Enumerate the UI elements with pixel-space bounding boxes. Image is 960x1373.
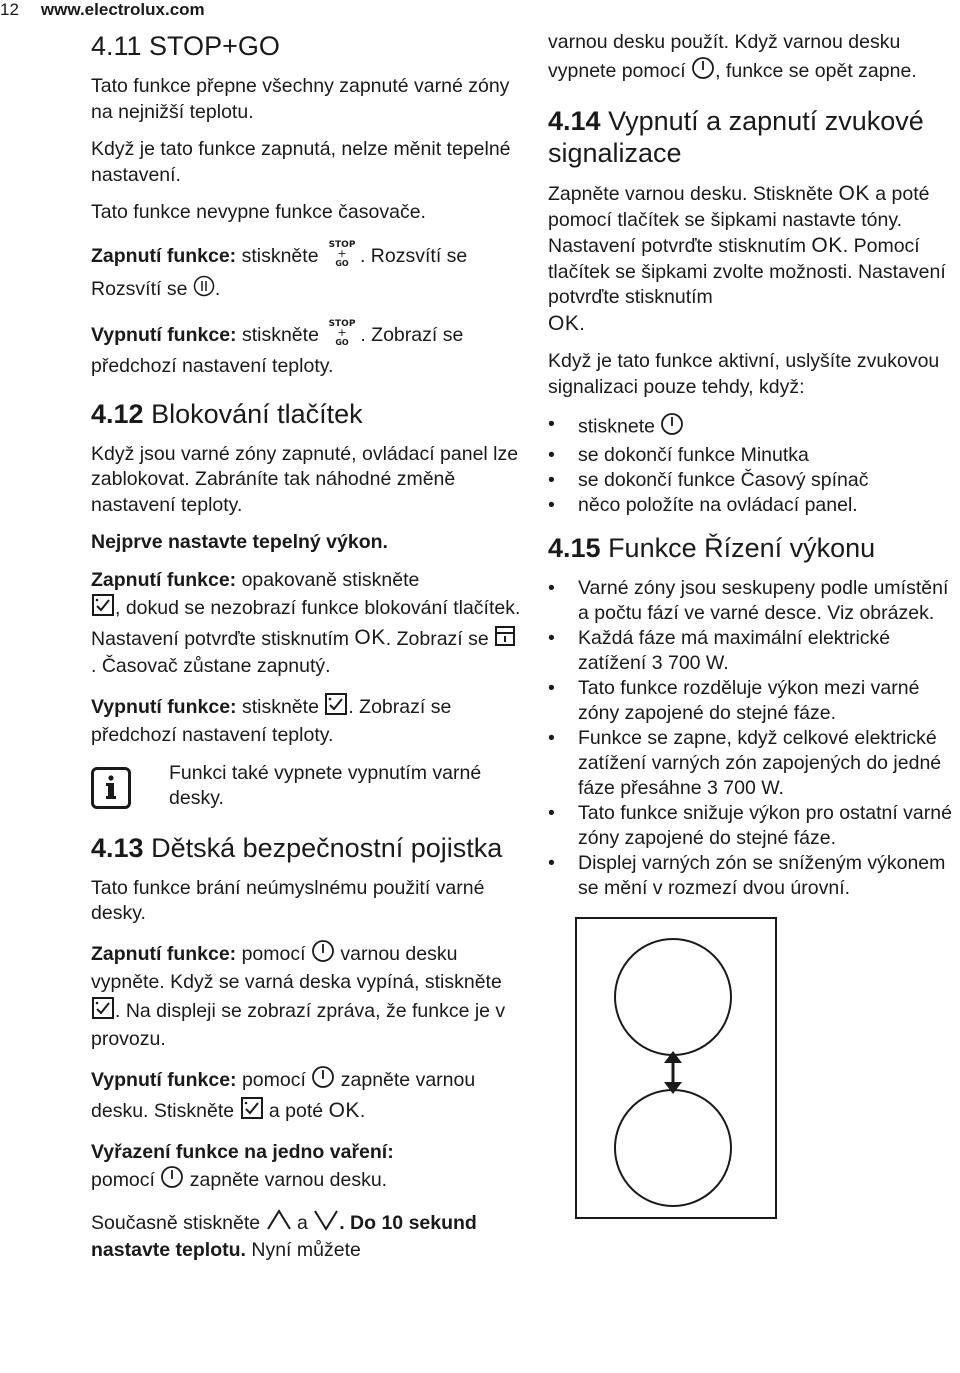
lock-display-icon (494, 625, 516, 655)
svg-text:GO: GO (335, 258, 349, 268)
list-item: • stisknete (548, 412, 960, 443)
lock-select-icon (91, 593, 115, 625)
cooking-zone-bottom (615, 1090, 731, 1206)
ok-icon: OK (548, 311, 580, 335)
s412-p2: Nejprve nastavte tepelný výkon. (91, 531, 388, 553)
svg-text:+: + (337, 325, 347, 339)
s413-off: Vypnutí funkce: pomocí zapněte varnou desku. Stiskněte a poté OK. (91, 1065, 521, 1128)
info-icon (91, 767, 131, 809)
stop-go-icon (324, 317, 360, 355)
s411-on: Zapnutí funkce: stiskněte STOP + GO . Rozsvítí se Rozsvítí se . (91, 238, 521, 305)
list-item: • Tato funkce snižuje výkon pro ostatní varné zóny zapojené do stejné fáze. (548, 801, 960, 851)
ok-icon: OK (328, 1098, 360, 1122)
stop-go-icon (324, 238, 360, 276)
s413-once: Vyřazení funkce na jedno vaření: pomocí zapněte varnou desku. (91, 1140, 521, 1197)
section-4-14-title: 4.14 Vypnutí a zapnutí zvukové signalizace (548, 106, 924, 168)
lock-select-icon (240, 1096, 264, 1128)
s413-once2: Současně stiskněte a . Do 10 sekund nastavte teplotu. Nyní můžete (91, 1209, 521, 1264)
list-item: • Funkce se zapne, když celkové elektrické zatížení varných zón zapojených do jedné fáze přesáhne 3 700 W. (548, 726, 960, 801)
power-icon (311, 1065, 335, 1097)
section-4-12-title: 4.12 Blokování tlačítek (91, 398, 363, 429)
list-item: • Každá fáze má maximální elektrické zatížení 3 700 W. (548, 626, 960, 676)
section-4-11-title: 4.11 STOP+GO (91, 31, 280, 61)
power-icon (160, 1165, 184, 1197)
svg-text:STOP: STOP (328, 239, 356, 250)
s411-off: Vypnutí funkce: stiskněte STOP + GO . Zobrazí se předchozí nastavení teploty. (91, 318, 464, 377)
arrow-down-icon (313, 1209, 339, 1239)
section-4-15-title: 4.15 Funkce Řízení výkonu (548, 533, 876, 563)
hob-diagram (548, 915, 960, 1230)
info-text: Funkci také vypnete vypnutím varné desky. (169, 761, 482, 809)
list-item: • se dokončí funkce Časový spínač (548, 468, 960, 493)
info-note (91, 761, 521, 812)
svg-text:GO: GO (335, 337, 350, 347)
ok-icon: OK (354, 626, 386, 650)
site-url: www.electrolux.com (40, 0, 205, 19)
s415-bullets (548, 576, 960, 901)
arrow-up-icon (266, 1209, 292, 1239)
s411-p3: Tato funkce nevypne funkce časovače. (91, 201, 426, 223)
page-number: 12 (0, 0, 19, 19)
s412-p1: Když jsou varné zóny zapnuté, ovládací panel lze zablokovat. Zabráníte tak náhodné změně nastavení teploty. (91, 442, 519, 516)
power-icon (691, 56, 715, 88)
list-item: • Tato funkce rozděluje výkon mezi varné zóny zapojené do stejné fáze. (548, 676, 960, 726)
power-icon (660, 412, 684, 443)
s411-p1: Tato funkce přepne všechny zapnuté varné zóny na nejnižší teplotu. (91, 75, 510, 123)
lock-select-icon (324, 692, 348, 724)
svg-text:STOP: STOP (328, 318, 356, 329)
power-icon (311, 939, 335, 971)
s413-p1: Tato funkce brání neúmyslnému použití varné desky. (91, 876, 485, 924)
ok-icon: OK (838, 182, 870, 205)
left-column (91, 30, 521, 1276)
phase-arrow-up (664, 1051, 682, 1063)
phase-arrow-down (664, 1082, 682, 1094)
s412-on: Zapnutí funkce: opakovaně stiskněte , dokud se nezobrazí funkce blokování tlačítek. Nastavení potvrďte stisknutím OK. Zobrazí se . Časovač zůstane zapnutý. (91, 568, 521, 677)
lock-select-icon (91, 996, 115, 1028)
s413-continued: varnou desku použít. Když varnou desku vypnete pomocí , funkce se opět zapne. (548, 30, 960, 87)
section-4-13-title: 4.13 Dětská bezpečnostní pojistka (91, 832, 503, 863)
right-column (548, 30, 960, 1230)
s411-p2: Když je tato funkce zapnutá, nelze měnit tepelné nastavení. (91, 138, 511, 186)
s413-on: Zapnutí funkce: pomocí varnou desku vypněte. Když se varná deska vypíná, stiskněte . Na displeji se zobrazí zpráva, že funkce je v provozu. (91, 939, 521, 1053)
s412-off: Vypnutí funkce: stiskněte . Zobrazí se předchozí nastavení teploty. (91, 692, 521, 749)
list-item: • něco položíte na ovládací panel. (548, 493, 960, 518)
s414-bullets (548, 412, 960, 518)
list-item: • se dokončí funkce Minutka (548, 443, 960, 468)
pause-icon (193, 275, 215, 305)
page-header (0, 0, 205, 20)
s414-p1: Zapněte varnou desku. Stiskněte OK a poté pomocí tlačítek se šipkami nastavte tóny. Nastavení potvrďte stisknutím OK. Pomocí tlačítek se šipkami zvolte možnosti. Nastavení potvrďte stisknutím OK. (548, 182, 946, 335)
svg-text:+: + (337, 246, 347, 260)
cooking-zone-top (615, 939, 731, 1055)
s414-p2: Když je tato funkce aktivní, uslyšíte zvukovou signalizaci pouze tehdy, když: (548, 350, 940, 398)
list-item: • Varné zóny jsou seskupeny podle umístění a počtu fází ve varné desce. Viz obrázek. (548, 576, 960, 626)
list-item: • Displej varných zón se sníženým výkonem se mění v rozmezí dvou úrovní. (548, 851, 960, 901)
ok-icon: OK (811, 234, 843, 257)
hob-outline (576, 918, 776, 1218)
